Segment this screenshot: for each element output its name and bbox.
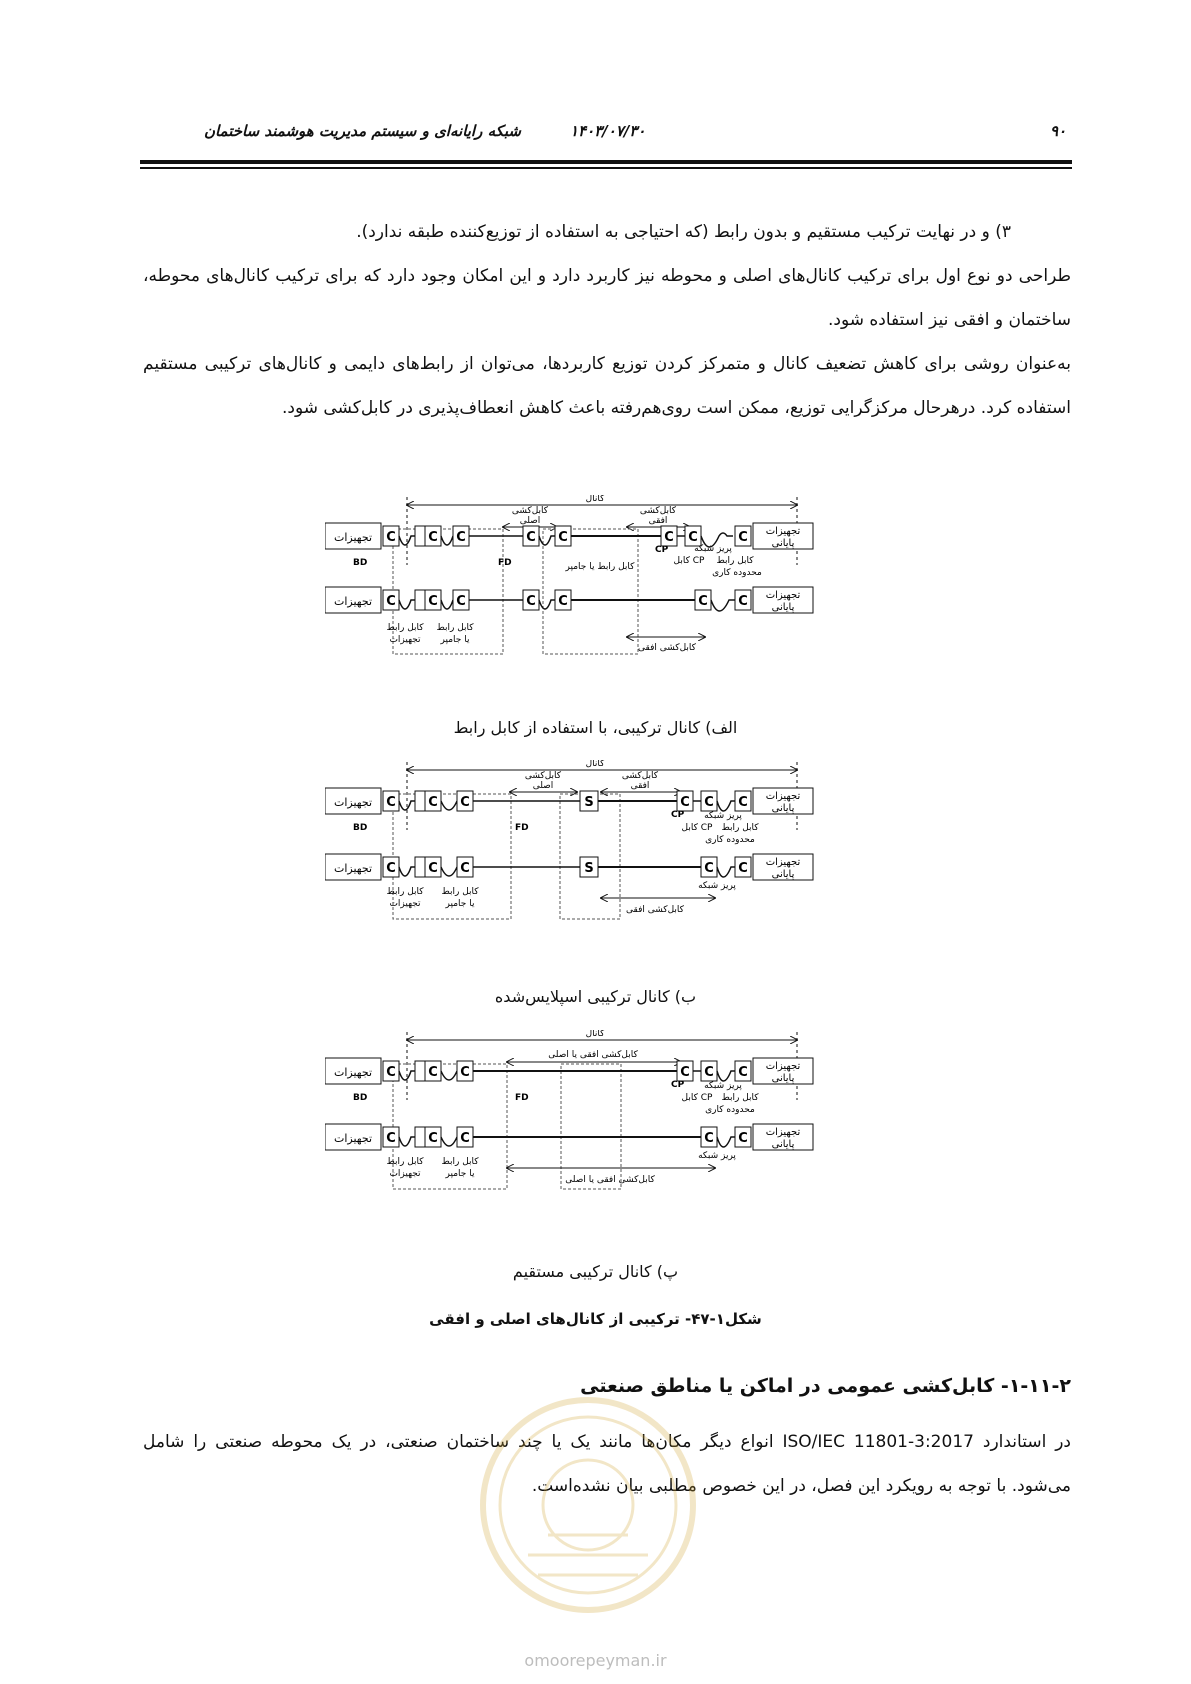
equipment-cable-label-1: کابل رابط xyxy=(386,623,424,633)
paragraph-3: به‌عنوان روشی برای کاهش تضعیف کانال و متمرکز کردن توزیع کاربردها، می‌توان از رابط‌های دایمی و کانال‌های ترکیبی مستقیم استفاده کرد. درهرحال مرکزگرایی توزیع، ممکن است روی‌هم‌رفته باعث کاهش انعطاف‌پذیری در کابل‌کشی شود. xyxy=(143,354,1071,418)
equipment-cable-label-1: کابل رابط xyxy=(386,887,424,897)
connector-c: C xyxy=(386,1065,396,1080)
connector-c: C xyxy=(460,795,470,810)
patch-label-2: یا جامپر xyxy=(445,1169,475,1179)
terminal-label-2: پایانی xyxy=(771,1139,795,1150)
equipment-label: تجهیزات xyxy=(333,1066,373,1079)
horizontal-label-2: افقی xyxy=(648,516,668,526)
paragraph-1: ۳) و در نهایت ترکیب مستقیم و بدون رابط (که احتیاجی به استفاده از توزیع‌کننده طبقه ندارد). xyxy=(356,222,1011,242)
connector-c: C xyxy=(526,594,536,609)
network-outlet-label: پریز شبکه xyxy=(704,811,742,821)
backbone-label-1: کابل‌کشی xyxy=(524,771,562,781)
figure-b-row-2 xyxy=(325,854,813,915)
connector-c: C xyxy=(704,861,714,876)
connector-c: C xyxy=(738,1065,748,1080)
figure-title: شکل۱-۴۷- ترکیبی از کانال‌های اصلی و افقی xyxy=(429,1310,762,1328)
watermark-seal xyxy=(468,1385,708,1625)
terminal-label-2: پایانی xyxy=(771,1073,795,1084)
terminal-label-2: پایانی xyxy=(771,869,795,880)
connector-c: C xyxy=(738,861,748,876)
paragraph-2: طراحی دو نوع اول برای ترکیب کانال‌های اصلی و محوطه نیز کاربرد دارد و این امکان وجود دارد که برای ترکیب کانال‌های محوطه، ساختمان و افقی نیز استفاده شود. xyxy=(143,266,1071,330)
connector-c: C xyxy=(386,861,396,876)
patch-label-2: یا جامپر xyxy=(440,635,470,645)
header-rule-thin xyxy=(140,167,1072,169)
header-date: ۱۴۰۳/۰۷/۳۰ xyxy=(570,122,646,140)
network-outlet-label: پریز شبکه xyxy=(694,544,732,554)
horizontal-cabling-label: کابل‌کشی افقی xyxy=(626,905,684,915)
terminal-label-1: تجهیزات xyxy=(765,1127,801,1138)
patch-label-1: کابل رابط xyxy=(436,623,474,633)
figure-a-row-2 xyxy=(325,587,813,653)
equipment-label: تجهیزات xyxy=(333,796,373,809)
connector-c: C xyxy=(456,530,466,545)
cp-label: CP xyxy=(671,1080,685,1090)
connector-c: C xyxy=(526,530,536,545)
cp-cable-label: کابل CP xyxy=(681,823,713,833)
connector-c: C xyxy=(428,861,438,876)
terminal-label-1: تجهیزات xyxy=(765,526,801,537)
patch-label-1: کابل رابط xyxy=(441,1157,479,1167)
connector-c: C xyxy=(460,1065,470,1080)
connector-c: C xyxy=(456,594,466,609)
equipment-label: تجهیزات xyxy=(333,862,373,875)
patch-label-2: یا جامپر xyxy=(445,899,475,909)
equipment-label: تجهیزات xyxy=(333,531,373,544)
work-area-label-1: کابل رابط xyxy=(721,1093,759,1103)
figure-c-caption: پ) کانال ترکیبی مستقیم xyxy=(512,1262,679,1281)
cp-cable-label: کابل CP xyxy=(673,556,705,566)
connector-c: C xyxy=(386,1131,396,1146)
backbone-label-1: کابل‌کشی xyxy=(511,506,549,516)
bd-label: BD xyxy=(353,558,368,568)
connector-c: C xyxy=(704,795,714,810)
figure-b-caption: ب) کانال ترکیبی اسپلایس‌شده xyxy=(494,987,697,1006)
connector-c: C xyxy=(428,530,438,545)
backbone-label-2: اصلی xyxy=(532,781,554,791)
connector-c: C xyxy=(698,594,708,609)
channel-label: کانال xyxy=(585,495,605,504)
terminal-label-1: تجهیزات xyxy=(765,590,801,601)
figure-b-diagram xyxy=(325,760,900,970)
bd-label: BD xyxy=(353,823,368,833)
horizontal-label-2: افقی xyxy=(630,781,650,791)
fd-label: FD xyxy=(498,558,512,568)
figure-a-diagram xyxy=(325,495,900,705)
connector-c: C xyxy=(738,594,748,609)
figure-a-backbone-span xyxy=(503,506,557,527)
connector-c: C xyxy=(558,530,568,545)
cp-label: CP xyxy=(671,810,685,820)
work-area-label-2: محدوده کاری xyxy=(712,568,762,578)
figure-c-row-1 xyxy=(325,1058,813,1115)
horizontal-or-backbone-label: کابل‌کشی افقی یا اصلی xyxy=(565,1175,655,1185)
figure-c-row-2 xyxy=(325,1124,813,1185)
network-outlet-label: پریز شبکه xyxy=(704,1081,742,1091)
connector-c: C xyxy=(428,594,438,609)
patch-jumper-label: کابل رابط یا جامپر xyxy=(565,562,635,572)
terminal-label-2: پایانی xyxy=(771,803,795,814)
connector-c: C xyxy=(680,795,690,810)
header-rule-thick xyxy=(140,160,1072,164)
figure-a-horizontal-span xyxy=(627,506,690,527)
connector-c: C xyxy=(688,530,698,545)
channel-label: کانال xyxy=(585,1030,605,1039)
figure-c-diagram xyxy=(325,1030,900,1240)
connector-c: C xyxy=(460,1131,470,1146)
watermark-site: omoorepeyman.ir xyxy=(524,1651,667,1670)
splice-s: S xyxy=(584,861,594,876)
horizontal-cabling-label: کابل‌کشی افقی xyxy=(638,643,696,653)
terminal-label-2: پایانی xyxy=(771,602,795,613)
equipment-label: تجهیزات xyxy=(333,1132,373,1145)
connector-c: C xyxy=(704,1131,714,1146)
terminal-label-1: تجهیزات xyxy=(765,857,801,868)
horizontal-or-backbone-label: کابل‌کشی افقی یا اصلی xyxy=(548,1050,638,1060)
work-area-label-2: محدوده کاری xyxy=(705,835,755,845)
connector-c: C xyxy=(460,861,470,876)
connector-c: C xyxy=(386,795,396,810)
figure-b-row-1 xyxy=(325,788,813,845)
connector-c: C xyxy=(738,530,748,545)
connector-c: C xyxy=(428,1131,438,1146)
connector-c: C xyxy=(386,594,396,609)
network-outlet-label: پریز شبکه xyxy=(698,1151,736,1161)
section-heading: ۱-۱۱-۲- کابل‌کشی عمومی در اماکن یا مناطق صنعتی xyxy=(580,1375,1071,1397)
connector-c: C xyxy=(428,1065,438,1080)
section-paragraph: در استاندارد ISO/IEC 11801-3:2017 انواع دیگر مکان‌ها مانند یک یا چند ساختمان صنعتی، در یک محوطه صنعتی را شامل می‌شود. با توجه به رویکرد این فصل، در این خصوص مطلبی بیان نشده‌است. xyxy=(143,1432,1072,1496)
equipment-cable-label-2: تجهیزات xyxy=(389,1169,421,1179)
terminal-label-1: تجهیزات xyxy=(765,791,801,802)
body-text-top xyxy=(143,210,1071,430)
figure-a-row-1 xyxy=(325,523,813,578)
fd-label: FD xyxy=(515,823,529,833)
connector-c: C xyxy=(680,1065,690,1080)
cp-cable-label: کابل CP xyxy=(681,1093,713,1103)
work-area-label-2: محدوده کاری xyxy=(705,1105,755,1115)
connector-c: C xyxy=(738,795,748,810)
backbone-label-2: اصلی xyxy=(519,516,541,526)
page-number: ۹۰ xyxy=(1050,122,1067,140)
equipment-cable-label-2: تجهیزات xyxy=(389,899,421,909)
horizontal-label-1: کابل‌کشی xyxy=(639,506,677,516)
figure-a-caption: الف) کانال ترکیبی، با استفاده از کابل رابط xyxy=(453,718,738,737)
connector-c: C xyxy=(704,1065,714,1080)
bd-label: BD xyxy=(353,1093,368,1103)
connector-c: C xyxy=(664,530,674,545)
horizontal-label-1: کابل‌کشی xyxy=(621,771,659,781)
connector-c: C xyxy=(428,795,438,810)
equipment-cable-label-2: تجهیزات xyxy=(389,635,421,645)
equipment-cable-label-1: کابل رابط xyxy=(386,1157,424,1167)
network-outlet-label: پریز شبکه xyxy=(698,881,736,891)
equipment-label: تجهیزات xyxy=(333,595,373,608)
connector-c: C xyxy=(386,530,396,545)
header-title: شبکه رایانه‌ای و سیستم مدیریت هوشمند ساختمان xyxy=(203,122,521,140)
terminal-label-1: تجهیزات xyxy=(765,1061,801,1072)
patch-label-1: کابل رابط xyxy=(441,887,479,897)
connector-c: C xyxy=(738,1131,748,1146)
work-area-label-1: کابل رابط xyxy=(721,823,759,833)
terminal-label-2: پایانی xyxy=(771,538,795,549)
work-area-label-1: کابل رابط xyxy=(716,556,754,566)
fd-label: FD xyxy=(515,1093,529,1103)
splice-s: S xyxy=(584,795,594,810)
cp-label: CP xyxy=(655,545,669,555)
connector-c: C xyxy=(558,594,568,609)
channel-label: کانال xyxy=(585,760,605,769)
